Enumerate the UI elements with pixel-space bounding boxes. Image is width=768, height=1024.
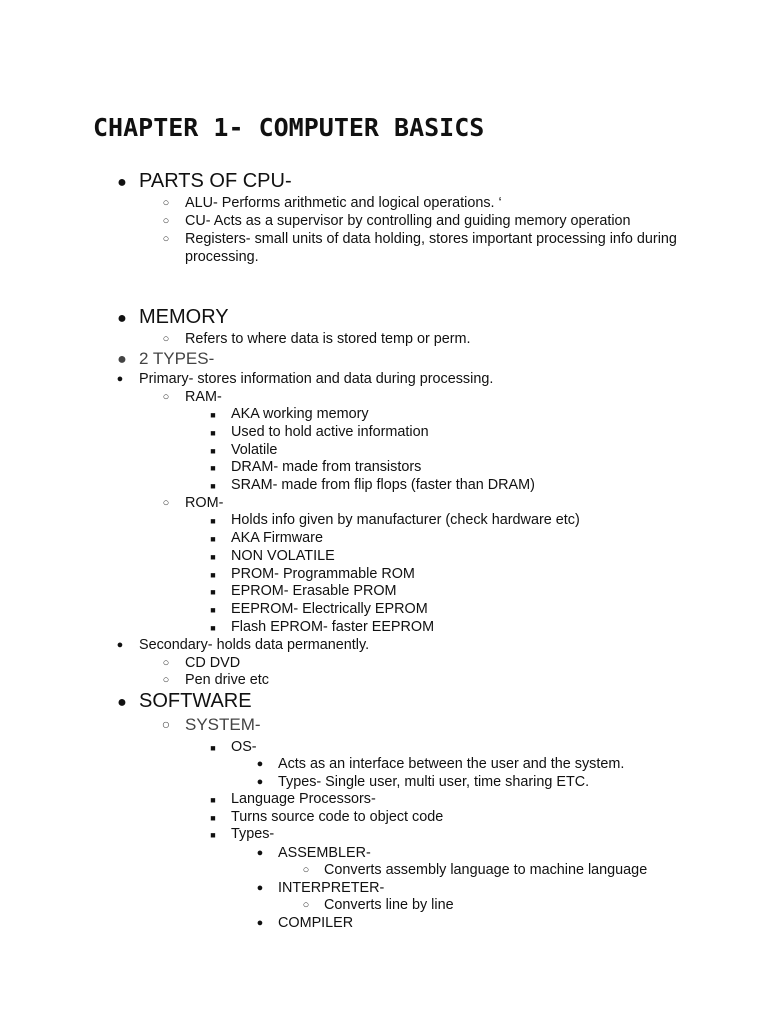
bullet-circle: ○ [162,657,170,669]
list-item: DRAM- made from transistors [231,459,422,475]
list-item-types: Types- [231,826,275,842]
list-item: NON VOLATILE [231,548,335,564]
bullet-circle: ○ [162,233,170,245]
list-item: Used to hold active information [231,424,429,440]
bullet-square: ■ [210,743,216,753]
list-item: Volatile [231,442,278,458]
list-item: Holds info given by manufacturer (check hardware etc) [231,512,580,528]
list-item: Pen drive etc [185,672,269,688]
bullet-square: ■ [210,481,216,491]
list-item: Registers- small units of data holding, stores important processing info during processing. [185,231,677,265]
bullet-square: ■ [210,813,216,823]
list-item-assembler: ASSEMBLER- [278,845,371,861]
bullet-disc: ● [256,917,264,929]
list-item: SRAM- made from flip flops (faster than DRAM) [231,477,535,493]
bullet-circle: ○ [162,333,170,345]
section-heading-software: SOFTWARE [139,690,252,712]
list-item: Converts assembly language to machine language [324,862,648,878]
list-item: EPROM- Erasable PROM [231,583,397,599]
list-item: Refers to where data is stored temp or perm. [185,331,471,347]
bullet-square: ■ [210,446,216,456]
bullet-square: ■ [210,830,216,840]
bullet-disc: ● [256,882,264,894]
bullet-circle: ○ [161,716,171,732]
bullet-square: ■ [210,410,216,420]
bullet-square: ■ [210,623,216,633]
bullet-disc: ● [256,776,264,788]
list-item-primary: Primary- stores information and data during processing. [139,371,494,387]
subheading-types: 2 TYPES- [139,349,215,368]
list-item: Language Processors- [231,791,376,807]
list-item-interpreter: INTERPRETER- [278,880,385,896]
list-item-rom: ROM- [185,495,224,511]
bullet-disc: ● [117,174,127,191]
bullet-square: ■ [210,552,216,562]
list-item-compiler: COMPILER [278,915,354,931]
bullet-disc: ● [117,310,127,327]
bullet-square: ■ [210,516,216,526]
list-item: Turns source code to object code [231,809,444,825]
list-item-secondary: Secondary- holds data permanently. [139,637,370,653]
list-item: AKA working memory [231,406,369,422]
bullet-square: ■ [210,570,216,580]
list-item: Converts line by line [324,897,454,913]
bullet-disc: ● [256,758,264,770]
section-heading-cpu: PARTS OF CPU- [139,170,292,192]
list-item: AKA Firmware [231,530,323,546]
bullet-square: ■ [210,587,216,597]
bullet-circle: ○ [162,215,170,227]
bullet-square: ■ [210,428,216,438]
list-item: CD DVD [185,655,241,671]
bullet-square: ■ [210,605,216,615]
list-item-ram: RAM- [185,389,222,405]
bullet-circle: ○ [162,197,170,209]
bullet-circle: ○ [302,899,310,911]
list-item: EEPROM- Electrically EPROM [231,601,428,617]
subheading-system: SYSTEM- [185,715,261,734]
list-item: CU- Acts as a supervisor by controlling and guiding memory operation [185,213,631,229]
chapter-title: CHAPTER 1- COMPUTER BASICS [93,113,485,142]
list-item: Types- Single user, multi user, time sharing ETC. [278,774,590,790]
bullet-square: ■ [210,534,216,544]
bullet-circle: ○ [162,497,170,509]
section-heading-memory: MEMORY [139,306,229,328]
bullet-circle: ○ [162,674,170,686]
bullet-disc: ● [117,351,127,368]
list-item-os: OS- [231,739,257,755]
bullet-square: ■ [210,795,216,805]
bullet-circle: ○ [302,864,310,876]
bullet-disc: ● [116,373,124,385]
list-item: PROM- Programmable ROM [231,566,415,582]
bullet-disc: ● [256,847,264,859]
bullet-disc: ● [116,639,124,651]
bullet-circle: ○ [162,391,170,403]
bullet-square: ■ [210,463,216,473]
list-item: Flash EPROM- faster EEPROM [231,619,435,635]
list-item: Acts as an interface between the user and the system. [278,756,625,772]
list-item: ALU- Performs arithmetic and logical operations. ‘ [185,195,502,211]
bullet-disc: ● [117,694,127,711]
